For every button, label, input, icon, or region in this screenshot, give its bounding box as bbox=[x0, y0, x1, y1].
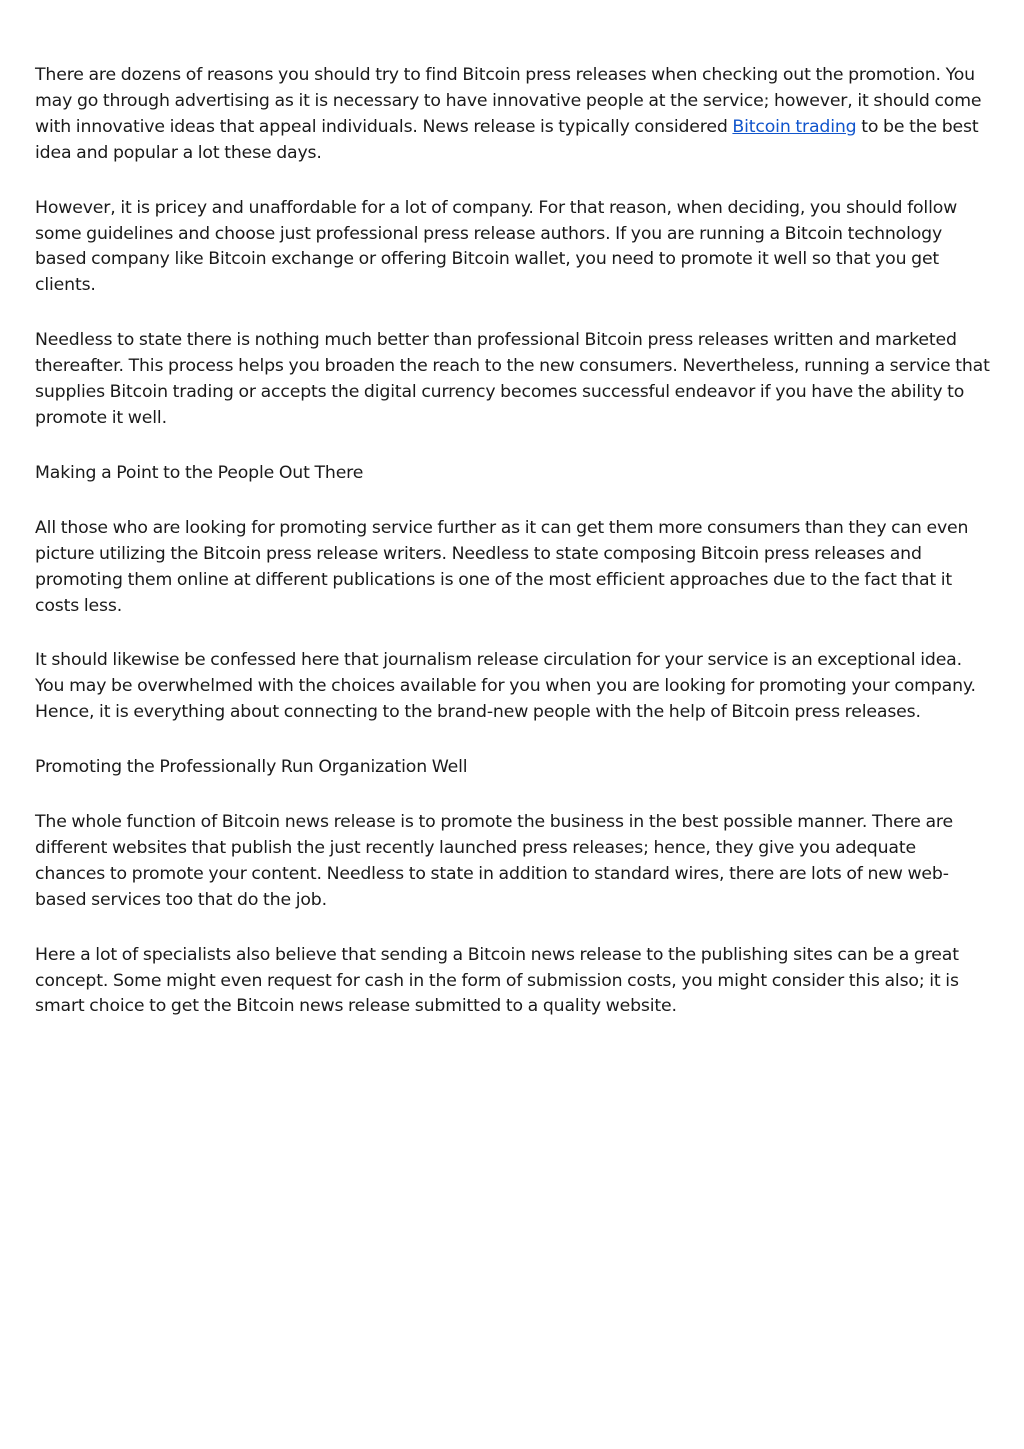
bitcoin-trading-link[interactable]: Bitcoin trading bbox=[732, 116, 857, 137]
paragraph-specialists: Here a lot of specialists also believe that sending a Bitcoin news release to the publishing sites can be a great concept. Some might even request for cash in the form of submission costs, you might consider this also; it is smart choice to get the Bitcoin news release submitted to a quality website. bbox=[35, 944, 959, 1017]
paragraph-pricing: However, it is pricey and unaffordable for a lot of company. For that reason, when deciding, you should follow some guidelines and choose just professional press release authors. If you are running a Bitcoin technology based company like Bitcoin exchange or offering Bitcoin wallet, you need to promote it well so that you get clients. bbox=[35, 197, 958, 296]
paragraph-release-circulation: It should likewise be confessed here that journalism release circulation for your service is an exceptional idea. You may be overwhelmed with the choices available for you when you are looking for promoting your company. Hence, it is everything about connecting to the brand-new people with the help of Bitcoin press releases. bbox=[35, 650, 976, 723]
paragraph-intro bbox=[35, 63, 990, 167]
paragraph-intro-text-before: There are dozens of reasons you should try to find Bitcoin press releases when checking out the promotion. You may go through advertising as it is necessary to have innovative people at the service; however, it should come with innovative ideas that appeal individuals. News release is typically considered bbox=[35, 65, 982, 137]
paragraph-whole-function: The whole function of Bitcoin news release is to promote the business in the best possible manner. There are different websites that publish the just recently launched press releases; hence, they give you adequate chances to promote your content. Needless to state in addition to standard wires, there are lots of new web-based services too that do the job. bbox=[35, 812, 953, 910]
paragraph-intro-text-after: to be the best idea and popular a lot these days. bbox=[35, 116, 979, 163]
paragraph-promoting-service: All those who are looking for promoting service further as it can get them more consumers than they can even picture utilizing the Bitcoin press release writers. Needless to state composing Bitcoin press releases and promoting them online at different publications is one of the most efficient approaches due to the fact that it costs less. bbox=[35, 517, 969, 616]
section-heading-making-a-point: Making a Point to the People Out There bbox=[35, 462, 364, 483]
document-body bbox=[35, 63, 990, 1049]
paragraph-professional-releases: Needless to state there is nothing much better than professional Bitcoin press releases written and marketed thereafter. This process helps you broaden the reach to the new consumers. Nevertheless, running a service that supplies Bitcoin trading or accepts the digital currency becomes successful endeavor if you have the ability to promote it well. bbox=[35, 330, 990, 428]
section-heading-promoting-organization: Promoting the Professionally Run Organization Well bbox=[35, 757, 468, 778]
